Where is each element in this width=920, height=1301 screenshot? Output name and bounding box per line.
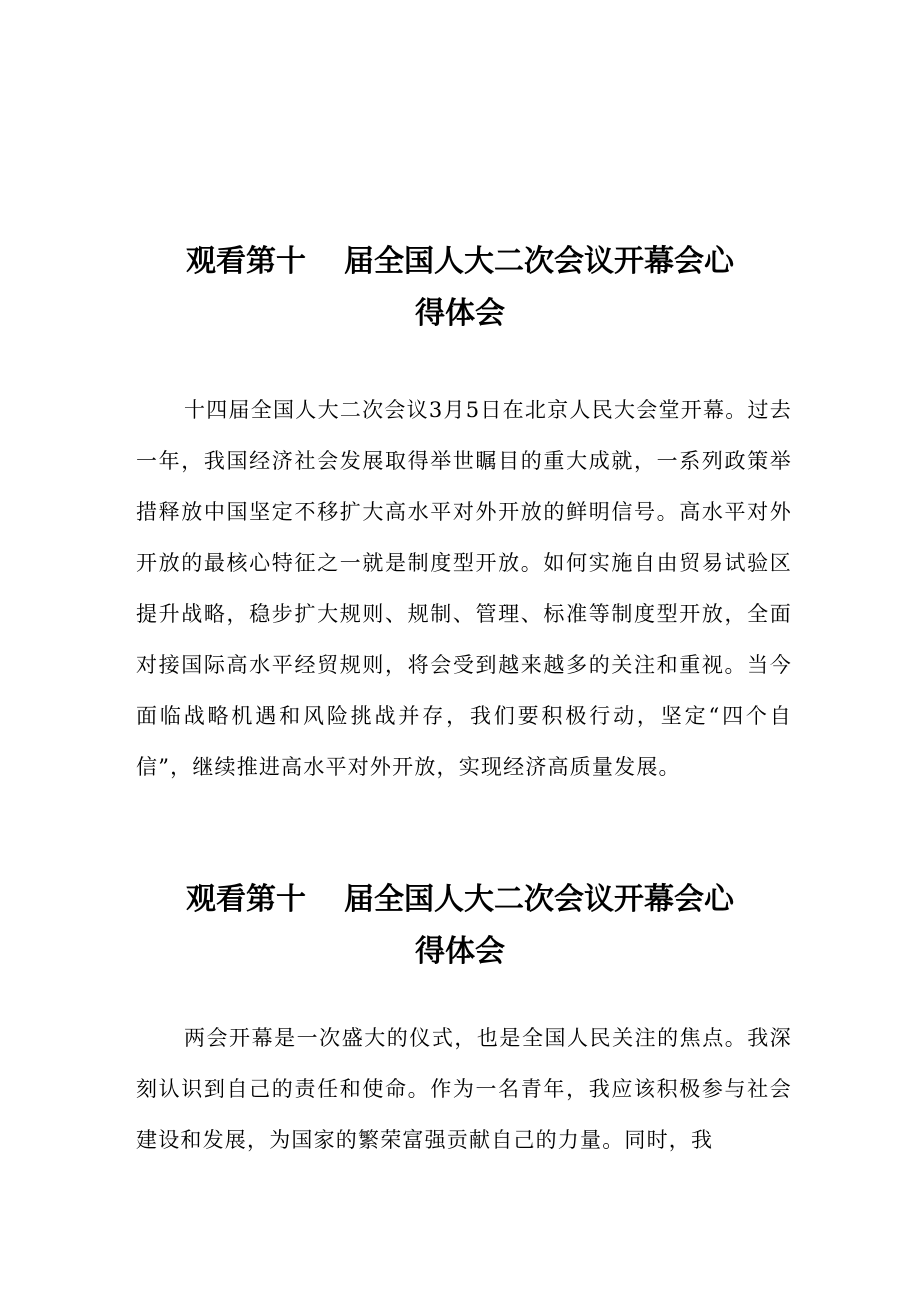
- title-line-1-right: 届全国人大二次会议开幕会心: [344, 244, 734, 279]
- title-line-1-left: 观看第十: [186, 882, 306, 917]
- title-line-2: 得体会: [415, 296, 505, 331]
- title-line-1-right: 届全国人大二次会议开幕会心: [344, 882, 734, 917]
- title-line-1: [120, 236, 800, 288]
- title-line-1-left: 观看第十: [186, 244, 306, 279]
- section-title: [120, 236, 800, 340]
- body-paragraph: 两会开幕是一次盛大的仪式，也是全国人民关注的焦点。我深刻认识到自己的责任和使命。作为一名青年，我应该积极参与社会建设和发展，为国家的繁荣富强贡献自己的力量。同时，我: [136, 1026, 792, 1152]
- section-title: [120, 874, 800, 978]
- body-paragraph: 十四届全国人大二次会议3月5日在北京人民大会堂开幕。过去一年，我国经济社会发展取得举世瞩目的重大成就，一系列政策举措释放中国坚定不移扩大高水平对外开放的鲜明信号。高水平对外开放的最核心特征之一就是制度型开放。如何实施自由贸易试验区提升战略，稳步扩大规则、规制、管理、标准等制度型开放，全面对接国际高水平经贸规则，将会受到越来越多的关注和重视。当今面临战略机遇和风险挑战并存，我们要积极行动，坚定“四个自信”，继续推进高水平对外开放，实现经济高质量发展。: [136, 398, 792, 779]
- title-line-1: [120, 874, 800, 926]
- title-line-2: 得体会: [415, 934, 505, 969]
